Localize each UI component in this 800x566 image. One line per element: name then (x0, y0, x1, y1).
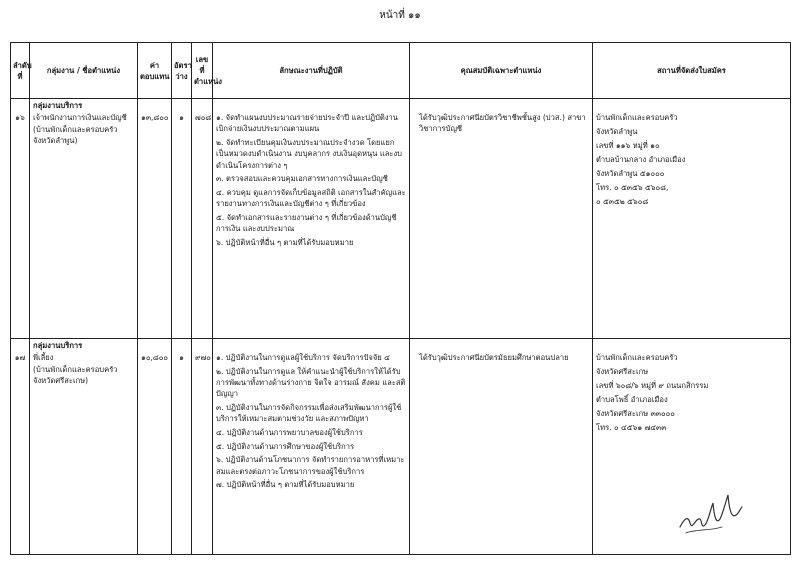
duty-item: ๔. ปฏิบัติงานด้านการพยาบาลของผู้ใช้บริการ (216, 428, 363, 437)
row-position-no (192, 339, 213, 555)
location-line: โทร. ๐ ๕๓๕๖ ๕๖๐๘, (596, 183, 669, 192)
header-position-no: เลขที่ตำแหน่ง (192, 43, 213, 99)
duty-item: ๓. ตรวจสอบและควบคุมเอกสารทางการเงินและบัญชี (216, 174, 388, 184)
group-label: กลุ่มงานบริการ (33, 101, 83, 110)
header-qualification: คุณสมบัติเฉพาะตำแหน่ง (410, 43, 593, 99)
location-line: ตำบลบ้านกลาง อำเภอเมือง (596, 155, 686, 164)
duty-item: ๕. ปฏิบัติงานด้านการศึกษาของผู้ใช้บริการ (216, 441, 355, 451)
row-duties (213, 339, 410, 555)
duty-item: ๒. จัดทำทะเบียนคุมเงินงบประมาณประจำงวด โดยแยกเป็นหมวดงบดำเนินงาน งบบุคลากร งบเงินอุดหนุน และงบดำเนินโครงการต่าง ๆ (216, 138, 402, 170)
row-vacancy (172, 339, 192, 555)
group-label: กลุ่มงานบริการ (33, 341, 83, 350)
row-position-no (192, 99, 213, 339)
duty-item: ๔. ควบคุม ดูแลการจัดเก็บข้อมูลสถิติ เอกสารในสำคัญและรายงานทางการเงินและบัญชีต่าง ๆ ที่เกี่ยวข้อง (216, 188, 406, 209)
location-line: จังหวัดลำพูน ๕๑๐๐๐ (596, 169, 665, 178)
location-line: จังหวัดลำพูน (596, 127, 638, 136)
row-group-position (30, 339, 138, 555)
duty-item: ๗. ปฏิบัติหน้าที่อื่น ๆ ตามที่ได้รับมอบหมาย (216, 480, 355, 490)
location-line: เลขที่ ๖๐๘/๖ หมู่ที่ ๙ ถนนกสิกรรม (596, 381, 709, 390)
unit-name: (บ้านพักเด็กและครอบครัวจังหวัดศรีสะเกษ) (33, 364, 118, 386)
row-group-position (30, 99, 138, 339)
location-line: จังหวัดศรีสะเกษ (596, 367, 649, 376)
header-no: ลำดับที่ (11, 43, 30, 99)
header-vacancy: อัตราว่าง (172, 43, 192, 99)
row-no (11, 99, 30, 339)
duty-item: ๒. ปฏิบัติงานในการดูแล ให้คำแนะนำผู้ใช้บริการให้ได้รับการพัฒนาทั้งทางด้านร่างกาย จิตใจ อารมณ์ สังคม และสติปัญญา (216, 366, 406, 399)
row-no (11, 339, 30, 555)
position-no-value: ๗๐๘ (195, 113, 212, 122)
duty-item: ๖. ปฏิบัติงานด้านโภชนาการ จัดทำรายการอาหารที่เหมาะสมและตรงต่อภาวะโภชนาการของผู้ใช้บริการ (216, 455, 405, 476)
position-no-value: ๙๗๐ (195, 353, 211, 362)
row-vacancy (172, 99, 192, 339)
vacancy-value: ๑ (179, 113, 184, 122)
location-line: บ้านพักเด็กและครอบครัว (596, 113, 678, 122)
duty-item: ๑. จัดทำแผนงบประมาณรายจ่ายประจำปี และปฏิบัติงานเบิกจ่ายเงินงบประมาณตามแผน (216, 113, 398, 134)
qualification-text: ได้รับวุฒิประกาศนียบัตรมัธยมศึกษาตอนปลาย (419, 353, 569, 362)
header-group-position: กลุ่มงาน / ชื่อตำแหน่ง (30, 43, 138, 99)
row-duties (213, 99, 410, 339)
duty-item: ๕. จัดทำเอกสารและรายงานต่าง ๆ ที่เกี่ยวข้องด้านบัญชีการเงิน และงบประมาณ (216, 213, 397, 234)
row-salary (138, 339, 172, 555)
duty-item: ๖. ปฏิบัติหน้าที่อื่น ๆ ตามที่ได้รับมอบหมาย (216, 238, 354, 247)
duty-list (216, 112, 406, 248)
salary-value: ๑๓,๘๐๐ (141, 113, 169, 122)
duty-list (216, 352, 406, 491)
salary-value: ๑๐,๘๐๐ (141, 353, 168, 362)
vacancy-value: ๑ (179, 353, 184, 362)
row-no-value: ๑๗ (14, 353, 26, 362)
location-line: โทร. ๐ ๔๕๖๑ ๗๔๓๓ (596, 423, 667, 432)
row-qualification (410, 339, 593, 555)
location-line: ๐ ๕๓๕๒ ๕๖๐๘ (596, 197, 649, 206)
duty-item: ๓. ปฏิบัติงานในการจัดกิจกรรมเพื่อส่งเสริมพัฒนาการผู้ใช้บริการให้เหมาะสมตามช่วงวัย และสภาพปัญหา (216, 403, 402, 424)
table-row (11, 99, 791, 339)
page-number-title: หน้าที่ ๑๑ (379, 10, 421, 21)
location-line: จังหวัดศรีสะเกษ ๓๓๐๐๐ (596, 409, 675, 418)
unit-name: (บ้านพักเด็กและครอบครัวจังหวัดลำพูน) (33, 124, 118, 146)
row-salary (138, 99, 172, 339)
location-line: บ้านพักเด็กและครอบครัว (596, 353, 678, 362)
position-name: พี่เลี้ยง (33, 353, 54, 363)
qualification-text: ได้รับวุฒิประกาศนียบัตรวิชาชีพชั้นสูง (ปวส.) สาขาวิชาการบัญชี (419, 113, 586, 134)
row-qualification (410, 99, 593, 339)
header-job-description: ลักษณะงานที่ปฏิบัติ (213, 43, 410, 99)
position-name: เจ้าพนักงานการเงินและบัญชี (33, 113, 127, 123)
duty-item: ๑. ปฏิบัติงานในการดูแลผู้ใช้บริการ จัดบริการปัจจัย ๔ (216, 353, 390, 362)
row-apply-location (593, 99, 791, 339)
table-header-row (11, 43, 791, 99)
header-salary: ค่าตอบแทน (138, 43, 172, 99)
row-no-value: ๑๖ (15, 113, 25, 122)
location-line: ตำบลโพธิ์ อำเภอเมือง (596, 395, 668, 404)
location-line: เลขที่ ๑๑๖ หมู่ที่ ๑๐ (596, 141, 660, 150)
job-vacancy-table (10, 42, 791, 555)
header-apply-location: สถานที่จัดส่งใบสมัคร (593, 43, 791, 99)
handwritten-signature (676, 489, 746, 539)
table-row (11, 339, 791, 555)
